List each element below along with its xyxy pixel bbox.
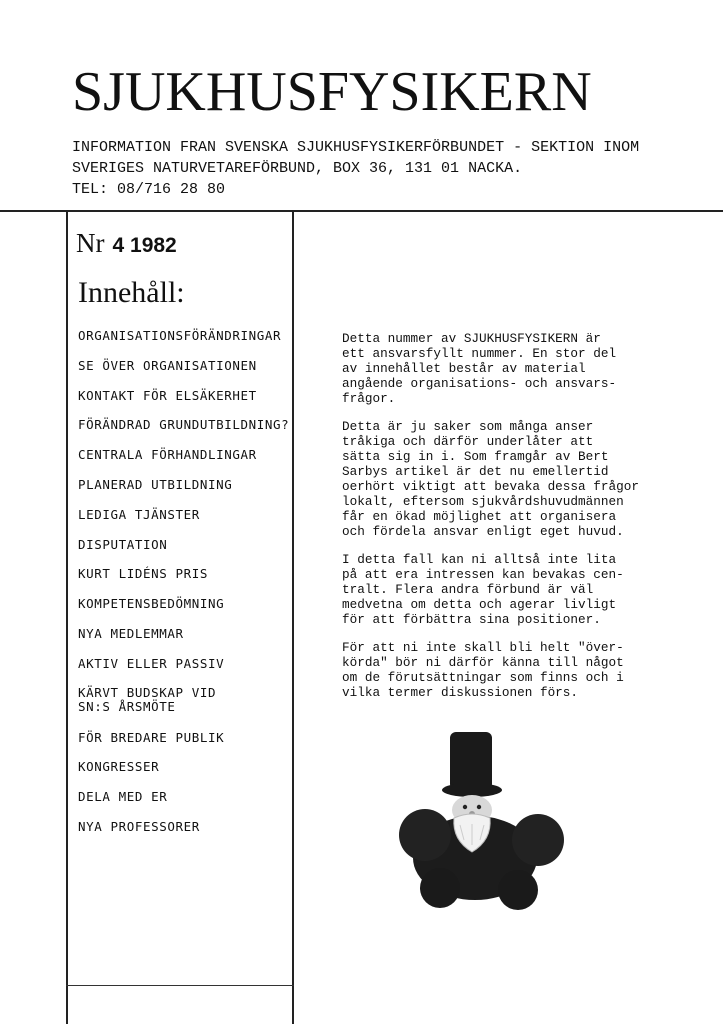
toc-item: ORGANISATIONSFÖRÄNDRINGAR xyxy=(78,328,282,343)
toc-item: FÖR BREDARE PUBLIK xyxy=(78,729,225,745)
issue-prefix: Nr xyxy=(76,228,105,258)
toc-item: AKTIV ELLER PASSIV xyxy=(78,655,225,671)
toc-item: DELA MED ER xyxy=(78,789,168,805)
bottom-divider xyxy=(66,985,294,986)
toc-item: NYA PROFESSORER xyxy=(78,818,200,834)
toc-item: DISPUTATION xyxy=(78,536,168,552)
publication-title: SJUKHUSFYSIKERN xyxy=(72,61,592,123)
toc-item: NYA MEDLEMMAR xyxy=(78,625,184,641)
toc-item: KÄRVT BUDSKAP VID SN:S ÅRSMÖTE xyxy=(78,684,217,714)
publisher-info-line: INFORMATION FRAN SVENSKA SJUKHUSFYSIKERFÖRBUNDET - SEKTION INOM xyxy=(72,139,640,156)
toc-item: KOMPETENSBEDÖMNING xyxy=(78,596,225,612)
editorial-paragraph: I detta fall kan ni alltså inte lita på att era intressen kan bevakas cen- tralt. Flera andra förbund är väl medvetna om detta och agerar livligt för att förbättra sina positioner. xyxy=(342,552,624,627)
toc-item: SE ÖVER ORGANISATIONEN xyxy=(78,357,257,373)
top-divider xyxy=(0,210,723,212)
left-column-border xyxy=(66,212,68,1024)
editorial-paragraph: Detta nummer av SJUKHUSFYSIKERN är ett ansvarsfyllt nummer. En stor del av innehållet består av material angående organisations- och ansvars- frågor. xyxy=(342,331,617,406)
publisher-info xyxy=(72,137,639,200)
toc-item: KONTAKT FÖR ELSÄKERHET xyxy=(78,387,257,403)
toc-item: KURT LIDÉNS PRIS xyxy=(78,566,209,582)
editorial-text xyxy=(342,331,702,713)
toc-item: KONGRESSER xyxy=(78,759,160,775)
toc-heading: Innehåll: xyxy=(78,276,185,309)
toc-item: CENTRALA FÖRHANDLINGAR xyxy=(78,447,257,463)
toc-item: FÖRÄNDRAD GRUNDUTBILDNING? xyxy=(78,417,290,433)
toc-item: PLANERAD UTBILDNING xyxy=(78,476,233,492)
issue-number-year: 4 1982 xyxy=(112,234,177,257)
publisher-phone: TEL: 08/716 28 80 xyxy=(72,181,226,198)
table-of-contents xyxy=(78,328,318,849)
issue-number xyxy=(76,228,177,259)
publisher-info-line: SVERIGES NATURVETAREFÖRBUND, BOX 36, 131 01 NACKA. xyxy=(72,160,523,177)
toc-item: LEDIGA TJÄNSTER xyxy=(78,506,200,522)
editorial-paragraph: Detta är ju saker som många anser tråkiga och därför underlåter att sätta sig in i. Som framgår av Bert Sarbys artikel är det nu emellertid oerhört viktigt att bevaka dessa frågor lokalt, eftersom sjukvårdshuvudmännen får en ökad möjlighet att organisera och fördela ansvar enligt eget huvud. xyxy=(342,419,639,539)
santa-figure-image xyxy=(380,730,580,910)
editorial-paragraph: För att ni inte skall bli helt "över- körda" bör ni därför känna till något om de förutsättningar som finns och i vilka termer diskussionen förs. xyxy=(342,640,624,700)
